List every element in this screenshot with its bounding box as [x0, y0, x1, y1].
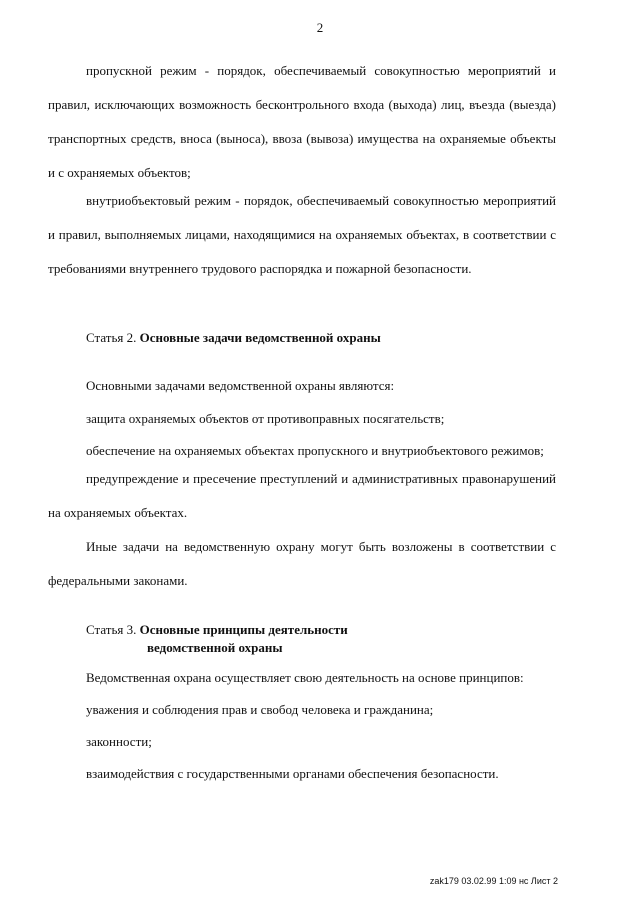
article-3-item-2: законности; — [86, 734, 152, 749]
page-number: 2 — [316, 20, 324, 35]
article-2-item-4: Иные задачи на ведомственную охрану могут быть возложены в соответствии с федеральными законами. — [48, 539, 556, 588]
article-2-heading — [86, 330, 381, 346]
article-2-item-1: защита охраняемых объектов от противоправных посягательств; — [86, 411, 445, 426]
article-2-item-3: предупреждение и пресечение преступлений и административных правонарушений на охраняемых объектах. — [48, 471, 556, 520]
paragraph-access-regime: пропускной режим - порядок, обеспечиваемый совокупностью мероприятий и правил, исключающих возможность бесконтрольного входа (выхода) лиц, въезда (выезда) транспортных средств, вноса (выноса), ввоза (вывоза) имущества на охраняемые объекты и с охраняемых объектов; — [48, 63, 556, 180]
page-footer: zak179 03.02.99 1:09 нс Лист 2 — [429, 876, 558, 886]
paragraph-internal-regime: внутриобъектовый режим - порядок, обеспечиваемый совокупностью мероприятий и правил, выполняемых лицами, находящимися на охраняемых объектах, в соответствии с требованиями внутреннего трудового распорядка и пожарной безопасности. — [48, 193, 556, 276]
article-3-heading — [86, 621, 348, 657]
article-3-item-1: уважения и соблюдения прав и свобод человека и гражданина; — [86, 702, 434, 717]
article-2-intro: Основными задачами ведомственной охраны являются: — [86, 378, 395, 393]
article-2-title: Основные задачи ведомственной охраны — [139, 330, 381, 345]
article-3-intro: Ведомственная охрана осуществляет свою деятельность на основе принципов: — [86, 670, 524, 685]
article-2-item-2: обеспечение на охраняемых объектах пропускного и внутриобъектового режимов; — [86, 443, 544, 458]
article-3-prefix: Статья 3. — [86, 622, 140, 637]
article-3-title-line-1: Основные принципы деятельности — [139, 622, 348, 637]
article-3-item-3: взаимодействия с государственными органами обеспечения безопасности. — [86, 766, 499, 781]
article-2-prefix: Статья 2. — [86, 330, 140, 345]
article-3-title-line-2: ведомственной охраны — [147, 640, 283, 655]
